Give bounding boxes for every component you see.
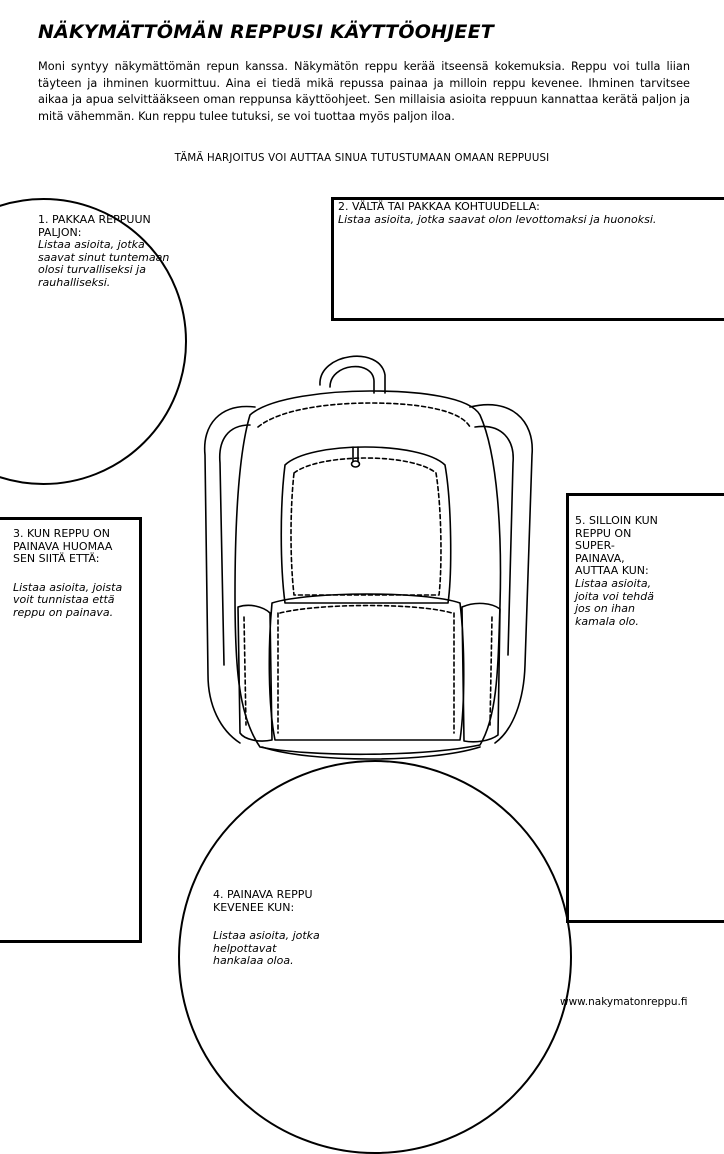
section-4-instructions: Listaa asioita, jotka helpottavat hankalaa oloa.	[213, 929, 320, 968]
section-5-heading: 5. SILLOIN KUN REPPU ON SUPER-PAINAVA, AUTTAA KUN:	[575, 514, 658, 578]
section-2-instructions: Listaa asioita, jotka saavat olon levottomaksi ja huonoksi.	[338, 212, 657, 226]
page-title: NÄKYMÄTTÖMÄN REPPUSI KÄYTTÖOHJEET	[38, 21, 494, 43]
section-3-heading: 3. KUN REPPU ON PAINAVA HUOMAA SEN SIITÄ ETTÄ:	[13, 527, 113, 566]
website-url: www.nakymatonreppu.fi	[560, 996, 688, 1008]
section-4-label	[213, 889, 323, 968]
section-2-heading: 2. VÄLTÄ TAI PAKKAA KOHTUUDELLA:	[338, 200, 540, 213]
section-3-label	[13, 528, 138, 620]
exercise-subtitle: TÄMÄ HARJOITUS VOI AUTTAA SINUA TUTUSTUMAAN OMAAN REPPUUSI	[174, 153, 550, 164]
section-3-instructions: Listaa asioita, joista voit tunnistaa että reppu on painava.	[13, 580, 123, 619]
section-5-label	[575, 515, 660, 628]
backpack-illustration	[180, 345, 560, 765]
section-4-heading: 4. PAINAVA REPPU KEVENEE KUN:	[213, 888, 313, 914]
section-2-label	[338, 201, 724, 226]
section-1-label	[38, 214, 178, 290]
section-1-heading: 1. PAKKAA REPPUUN PALJON:	[38, 213, 151, 239]
section-1-instructions: Listaa asioita, jotka saavat sinut tuntemaan olosi turvalliseksi ja rauhalliseksi.	[38, 238, 170, 289]
intro-paragraph: Moni syntyy näkymättömän repun kanssa. Näkymätön reppu kerää itseensä kokemuksia. Reppu voi tulla liian täyteen ja ihminen kuormittuu. Aina ei tiedä mikä repussa painaa ja milloin reppu kevenee. Ihminen tarvitsee aikaa ja apua selvittääkseen oman reppunsa käyttöohjeet. Sen millaisia asioita reppuun kannattaa kerätä paljon ja mitä vähemmän. Kun reppu tulee tutuksi, se voi tuottaa myös paljon iloa.	[38, 60, 690, 123]
section-5-instructions: Listaa asioita, joita voi tehdä jos on ihan kamala olo.	[575, 576, 654, 628]
